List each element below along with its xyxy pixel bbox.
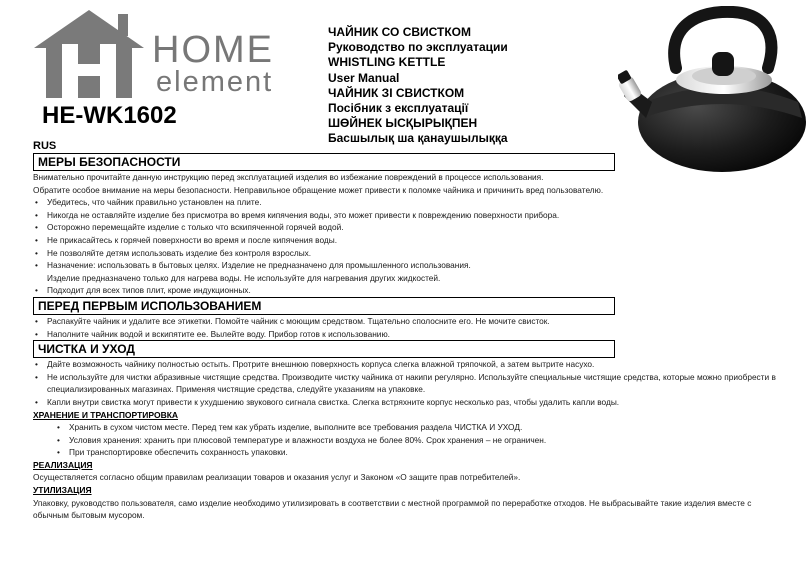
list-item: • Подходит для всех типов плит, кроме индукционных. [33,284,781,297]
manual-content [33,153,781,522]
section-heading-cleaning: ЧИСТКА И УХОД [33,340,615,358]
storage-list [33,421,781,459]
first-use-list [33,315,781,340]
list-item: • Условия хранения: хранить при плюсовой температуре и влажности воздуха не более 80%. Срок хранения – не ограничен. [33,434,781,447]
list-item: • Не позволяйте детям использовать изделие без контроля взрослых. [33,247,781,260]
sale-heading: РЕАЛИЗАЦИЯ [33,459,93,470]
title-line: ЧАЙНИК СО СВИСТКОМ [328,25,472,39]
list-item: • При транспортировке обеспечить сохранность упаковки. [33,446,781,459]
list-item: • Никогда не оставляйте изделие без присмотра во время кипячения воды, это может привести к повреждению поверхности прибора. [33,209,781,222]
list-item: • Назначение: использовать в бытовых целях. Изделие не предназначено для промышленного использования. [33,259,781,272]
list-item: • Убедитесь, что чайник правильно установлен на плите. [33,196,781,209]
title-line: ЧАЙНИК ЗІ СВИСТКОМ [328,85,465,100]
title-line: ШӨЙНЕК ЫСҚЫРЫҚПЕН [328,116,478,131]
list-item: • Не прикасайтесь к горячей поверхности во время и после кипячения воды. [33,234,781,247]
title-line: WHISTLING KETTLE [328,55,446,70]
section-heading-first-use: ПЕРЕД ПЕРВЫМ ИСПОЛЬЗОВАНИЕМ [33,297,615,315]
safety-intro: Внимательно прочитайте данную инструкцию перед эксплуатацией изделия во избежание повреждений в процессе использования. [33,172,544,182]
kettle-image [618,6,808,174]
list-item: • Не используйте для чистки абразивные чистящие средства. Производите чистку чайника от накипи регулярно. Используйте специальные чистящие средства, которые можно приобрести в специализированных магазинах. Применяя чистящие средства, следуйте указаниям на упаковке. [33,371,781,396]
list-item: • Наполните чайник водой и вскипятите ее. Вылейте воду. Прибор готов к использованию. [33,328,781,341]
house-logo-icon [34,10,144,98]
title-line: Руководство по эксплуатации [328,40,508,55]
model-number: HE-WK1602 [42,102,177,129]
section-heading-safety: МЕРЫ БЕЗОПАСНОСТИ [33,153,615,171]
list-item: • Распакуйте чайник и удалите все этикетки. Помойте чайник с моющим средством. Тщательно сполосните его. Не мочите свисток. [33,315,781,328]
list-item: • Хранить в сухом чистом месте. Перед тем как убрать изделие, выполните все требования раздела ЧИСТКА И УХОД. [33,421,781,434]
list-item: Изделие предназначено только для нагрева воды. Не используйте для нагревания других жидкостей. [47,272,441,283]
safety-intro: Обратите особое внимание на меры безопасности. Неправильное обращение может привести к поломке чайника и причинить вред пользователю. [33,184,604,195]
storage-heading: ХРАНЕНИЕ И ТРАНСПОРТИРОВКА [33,409,179,420]
language-label: RUS [33,140,57,152]
title-line: Басшылық ша қанаушылыққа [328,131,508,146]
title-line: User Manual [328,70,400,85]
brand-home: HOME [152,29,274,71]
disposal-heading: УТИЛИЗАЦИЯ [33,485,92,496]
brand-element: element [156,66,274,98]
list-item: • Осторожно перемещайте изделие с только что вскипяченной горячей водой. [33,221,781,234]
safety-list [33,196,781,297]
cleaning-list [33,358,781,408]
sale-text: Осуществляется согласно общим правилам реализации товаров и оказания услуг и Законом «О защите прав потребителей». [33,472,521,483]
disposal-text: Упаковку, руководство пользователя, само изделие необходимо утилизировать в соответствии с местной программой по переработке отходов. Не выбрасывайте такие изделия вместе с обычным бытовым мусором. [33,497,752,521]
list-item: • Дайте возможность чайнику полностью остыть. Протрите внешнюю поверхность корпуса слегка влажной тряпочкой, а затем вытрите насухо. [33,358,781,371]
title-block [328,25,508,147]
list-item: • Капли внутри свистка могут привести к ухудшению звукового сигнала свистка. Слегка встряхните корпус несколько раз, чтобы удалить капли воды. [33,396,781,409]
title-line: Посібник з експлуатації [328,101,469,116]
